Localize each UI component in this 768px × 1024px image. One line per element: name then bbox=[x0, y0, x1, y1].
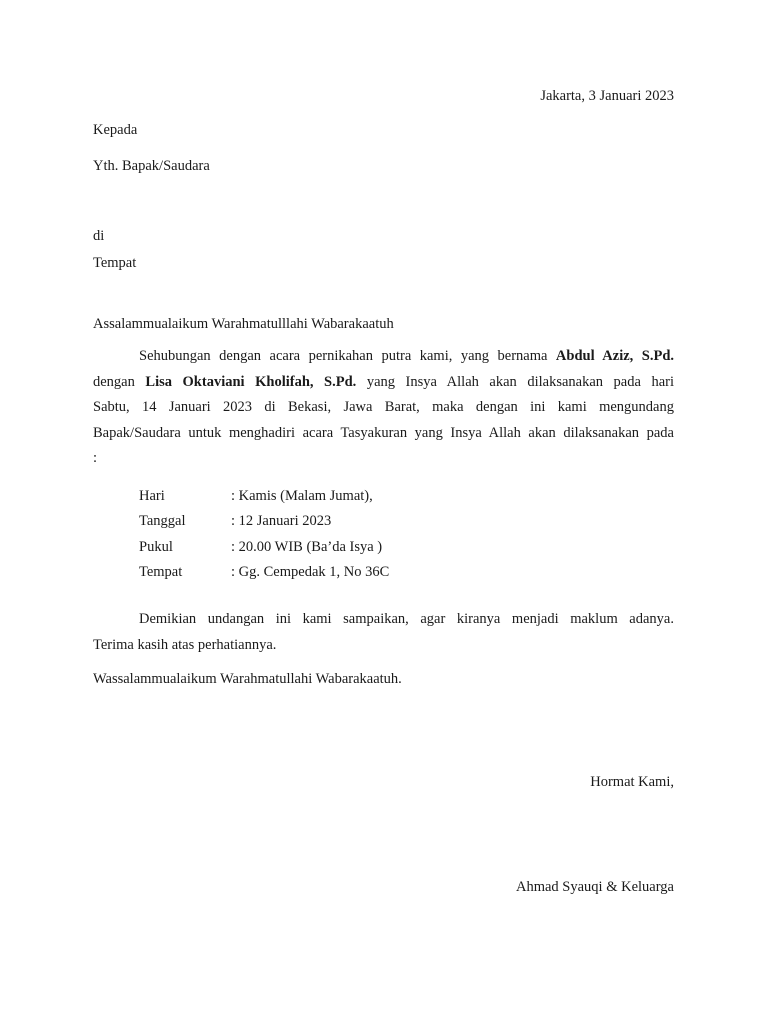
body1-text: dengan bbox=[93, 373, 135, 390]
body1-line-1 bbox=[93, 344, 674, 370]
detail-row bbox=[139, 509, 389, 534]
body1-line-5: : bbox=[93, 450, 98, 466]
detail-label: Hari bbox=[139, 488, 165, 504]
closing-greeting: Wassalammualaikum Warahmatullahi Wabarakaatuh. bbox=[93, 671, 402, 687]
place-label: Tempat bbox=[93, 255, 137, 271]
body1-line-2 bbox=[93, 370, 674, 396]
groom-name: Abdul Aziz, S.Pd. bbox=[555, 348, 675, 364]
detail-row bbox=[139, 560, 389, 585]
detail-label: Tempat bbox=[139, 564, 183, 581]
to-label: Kepada bbox=[93, 122, 138, 138]
body-paragraph-2 bbox=[93, 607, 674, 658]
body1-text: Sehubungan dengan acara pernikahan putra kami, yang bernama bbox=[139, 348, 548, 364]
detail-label: Tanggal bbox=[139, 513, 186, 530]
letter-date: Jakarta, 3 Januari 2023 bbox=[540, 88, 674, 104]
detail-value: : 20.00 WIB (Ba’da Isya ) bbox=[231, 538, 383, 555]
body-paragraph-1 bbox=[93, 344, 674, 472]
detail-row bbox=[139, 484, 389, 509]
body1-text: yang Insya Allah akan dilaksanakan pada hari bbox=[366, 373, 674, 390]
regards: Hormat Kami, bbox=[590, 774, 674, 790]
recipient: Yth. Bapak/Saudara bbox=[93, 158, 210, 174]
detail-value: : Gg. Cempedak 1, No 36C bbox=[231, 564, 390, 581]
detail-row bbox=[139, 535, 389, 560]
body1-line-3: Sabtu, 14 Januari 2023 di Bekasi, Jawa Barat, maka dengan ini kami mengundang bbox=[93, 399, 674, 415]
body2-line-2: Terima kasih atas perhatiannya. bbox=[93, 636, 277, 653]
bride-name: Lisa Oktaviani Kholifah, S.Pd. bbox=[145, 373, 357, 390]
greeting: Assalammualaikum Warahmatulllahi Wabarakaatuh bbox=[93, 316, 394, 332]
signatory: Ahmad Syauqi & Keluarga bbox=[516, 879, 674, 895]
detail-value: : 12 Januari 2023 bbox=[231, 513, 332, 530]
detail-label: Pukul bbox=[139, 538, 173, 555]
body1-line-4: Bapak/Saudara untuk menghadiri acara Tasyakuran yang Insya Allah akan dilaksanakan pada bbox=[93, 424, 674, 441]
detail-value: : Kamis (Malam Jumat), bbox=[231, 488, 373, 504]
di-label: di bbox=[93, 228, 105, 244]
event-details bbox=[139, 484, 389, 586]
body2-line-1: Demikian undangan ini kami sampaikan, agar kiranya menjadi maklum adanya. bbox=[139, 611, 674, 627]
